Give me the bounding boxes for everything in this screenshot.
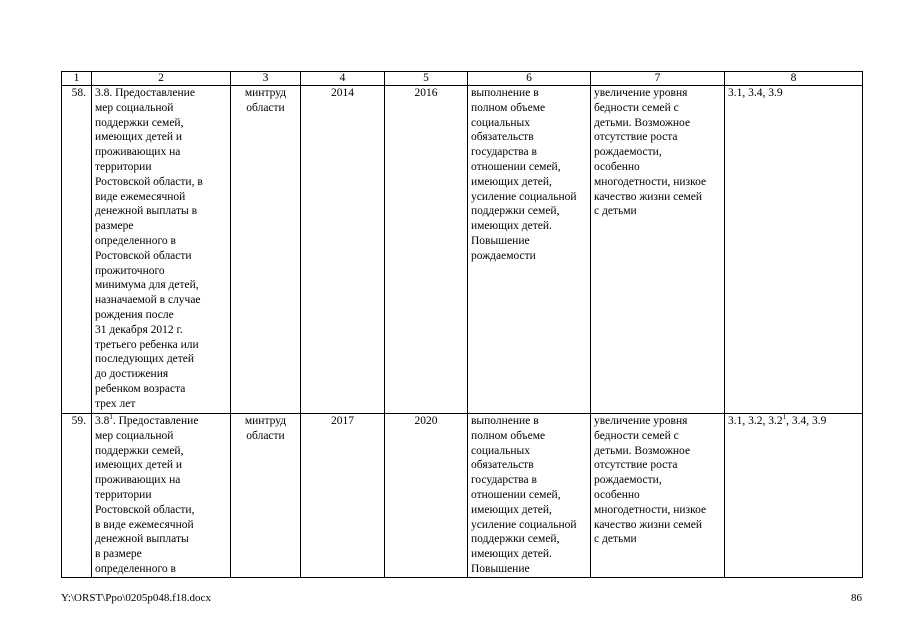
result-line: социальных — [471, 116, 530, 129]
consequence-line: бедности семей с — [594, 101, 679, 114]
column-number: 4 — [301, 72, 385, 86]
links-cell: 3.1, 3.4, 3.9 — [725, 86, 863, 414]
column-number: 7 — [591, 72, 725, 86]
measure-name-line: последующих детей — [95, 353, 195, 366]
result-line: Повышение — [471, 562, 530, 575]
consequence-cell — [591, 86, 725, 414]
result-line: государства в — [471, 146, 537, 159]
end-year: 2016 — [385, 86, 468, 414]
table-row — [62, 86, 863, 414]
measure-name-first-line — [95, 414, 227, 429]
result-line: Повышение — [471, 234, 530, 247]
measure-name-line: ребенком возраста — [95, 382, 186, 395]
table-row — [62, 414, 863, 578]
measure-name-line: денежной выплаты — [95, 533, 189, 546]
consequence-line: особенно — [594, 160, 640, 173]
executor-line: области — [246, 101, 285, 114]
result-line: выполнение в — [471, 87, 539, 99]
measure-name-cell — [92, 414, 231, 578]
measure-name-line: рождения после — [95, 308, 174, 321]
consequence-line: увеличение уровня — [594, 415, 688, 427]
result-line: рождаемости — [471, 249, 536, 262]
measure-name-cell — [92, 86, 231, 414]
result-line: выполнение в — [471, 415, 539, 427]
measure-name-line: проживающих на — [95, 146, 181, 159]
links-cell — [725, 414, 863, 578]
measure-name-line: до достижения — [95, 368, 169, 381]
executor-line: области — [246, 429, 285, 442]
executor-cell — [231, 86, 301, 414]
result-line: государства в — [471, 474, 537, 487]
column-number: 6 — [468, 72, 591, 86]
links-text: 3.1, 3.2, 3.2 — [728, 415, 783, 427]
result-line: имеющих детей. — [471, 548, 552, 561]
result-line: имеющих детей, — [471, 175, 552, 188]
consequence-line: детьми. Возможное — [594, 116, 691, 129]
measure-name-line: поддержки семей, — [95, 444, 184, 457]
measure-code: 3.8 — [95, 415, 110, 427]
measure-name-line: территории — [95, 488, 152, 501]
result-line: усиление социальной — [471, 190, 577, 203]
consequence-line: многодетности, низкое — [594, 175, 707, 188]
start-year: 2017 — [301, 414, 385, 578]
result-line: имеющих детей. — [471, 220, 552, 233]
consequence-line: с детьми — [594, 205, 637, 218]
measure-name-line: размере — [95, 220, 134, 233]
measure-name-line: определенного в — [95, 234, 176, 247]
consequence-line: качество жизни семей — [594, 190, 703, 203]
expected-result-cell — [468, 86, 591, 414]
measure-name-line: виде ежемесячной — [95, 190, 186, 203]
result-line: поддержки семей, — [471, 205, 560, 218]
result-line: усиление социальной — [471, 518, 577, 531]
result-line: обязательств — [471, 131, 534, 144]
consequence-line: увеличение уровня — [594, 87, 688, 99]
result-line: полном объеме — [471, 101, 546, 114]
consequence-cell — [591, 414, 725, 578]
consequence-line: рождаемости, — [594, 146, 662, 159]
measure-name-line: 3.8. Предоставление — [95, 87, 195, 99]
expected-result-cell — [468, 414, 591, 578]
measure-name-line: проживающих на — [95, 474, 181, 487]
measure-code-superscript: 1 — [109, 413, 113, 422]
measure-name-line: назначаемой в случае — [95, 294, 201, 307]
consequence-line: особенно — [594, 488, 640, 501]
measure-name-line: 31 декабря 2012 г. — [95, 323, 183, 336]
column-number: 2 — [92, 72, 231, 86]
consequence-line: отсутствие роста — [594, 459, 678, 472]
links-superscript: 1 — [782, 413, 787, 422]
measure-name-line: поддержки семей, — [95, 116, 184, 129]
start-year: 2014 — [301, 86, 385, 414]
row-number: 58. — [62, 86, 92, 414]
column-number: 1 — [62, 72, 92, 86]
measure-title-start: . Предоставление — [112, 415, 199, 427]
measure-name-line: минимума для детей, — [95, 279, 199, 292]
links-text-end: , 3.4, 3.9 — [786, 415, 827, 427]
row-number: 59. — [62, 414, 92, 578]
end-year: 2020 — [385, 414, 468, 578]
measure-name-line: имеющих детей и — [95, 459, 183, 472]
executor-line: минтруд — [244, 415, 287, 427]
measure-name-line: денежной выплаты в — [95, 205, 198, 218]
measure-name-line: в размере — [95, 548, 142, 561]
measure-name-line: трех лет — [95, 397, 136, 410]
result-line: социальных — [471, 444, 530, 457]
result-line: поддержки семей, — [471, 533, 560, 546]
result-line: обязательств — [471, 459, 534, 472]
consequence-line: детьми. Возможное — [594, 444, 691, 457]
column-number-row — [62, 72, 863, 86]
measure-name-line: Ростовской области — [95, 249, 192, 262]
measure-name-line: Ростовской области, — [95, 503, 195, 516]
consequence-line: рождаемости, — [594, 474, 662, 487]
result-line: отношении семей, — [471, 488, 561, 501]
document-path: Y:\ORST\Ppo\0205p048.f18.docx — [61, 592, 211, 604]
measure-name-line: мер социальной — [95, 429, 174, 442]
result-line: отношении семей, — [471, 160, 561, 173]
measures-table — [61, 71, 863, 578]
executor-line: минтруд — [244, 87, 287, 99]
consequence-line: бедности семей с — [594, 429, 679, 442]
measure-name-line: мер социальной — [95, 101, 174, 114]
executor-cell — [231, 414, 301, 578]
measure-name-line: прожиточного — [95, 264, 165, 277]
measure-name-line: территории — [95, 160, 152, 173]
page-number: 86 — [851, 592, 862, 604]
consequence-line: отсутствие роста — [594, 131, 678, 144]
consequence-line: с детьми — [594, 533, 637, 546]
consequence-line: многодетности, низкое — [594, 503, 707, 516]
measure-name-line: в виде ежемесячной — [95, 518, 194, 531]
measure-name-line: третьего ребенка или — [95, 338, 199, 351]
column-number: 8 — [725, 72, 863, 86]
result-line: имеющих детей, — [471, 503, 552, 516]
column-number: 3 — [231, 72, 301, 86]
measure-name-line: Ростовской области, в — [95, 175, 203, 188]
measure-name-line: определенного в — [95, 562, 176, 575]
column-number: 5 — [385, 72, 468, 86]
result-line: полном объеме — [471, 429, 546, 442]
measure-name-line: имеющих детей и — [95, 131, 183, 144]
consequence-line: качество жизни семей — [594, 518, 703, 531]
